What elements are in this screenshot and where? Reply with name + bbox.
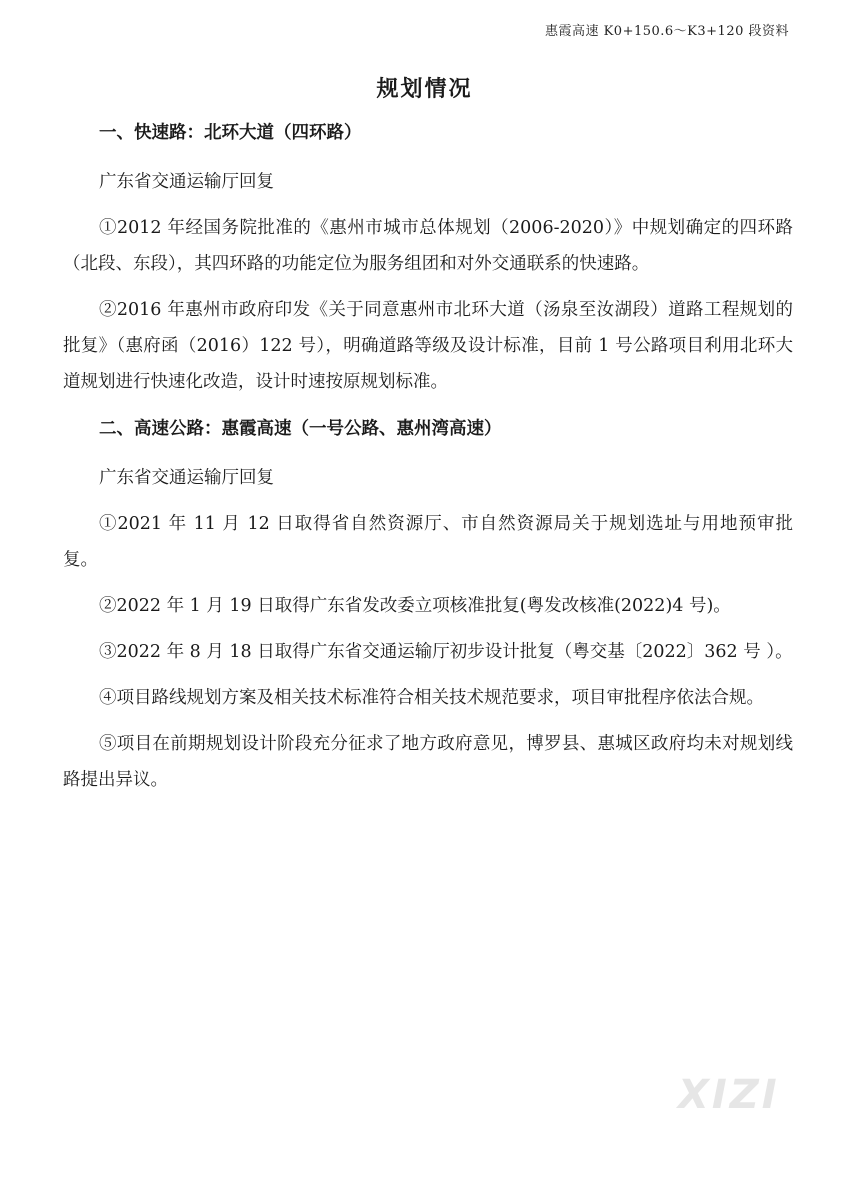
section-1-paragraph-1: ①2012 年经国务院批准的《惠州市城市总体规划（2006-2020）》中规划确定的四环路（北段、东段），其四环路的功能定位为服务组团和对外交通联系的快速路。: [63, 218, 793, 274]
section-2-paragraph-1: ①2021 年 11 月 12 日取得省自然资源厅、市自然资源局关于规划选址与用地预审批复。: [63, 514, 793, 570]
section-2-heading: 二、高速公路：惠霞高速（一号公路、惠州湾高速）: [99, 419, 502, 439]
page-title: 规划情况: [376, 76, 473, 102]
section-2-paragraph-2: ②2022 年 1 月 19 日取得广东省发改委立项核准批复(粤发改核准(2022)4 号)。: [99, 596, 731, 616]
section-1-paragraph-2: ②2016 年惠州市政府印发《关于同意惠州市北环大道（汤泉至汝湖段）道路工程规划的批复》（惠府函（2016）122 号），明确道路等级及设计标准，目前 1 号公路项目利用北环大道规划进行快速化改造，设计时速按原规划标准。: [63, 300, 793, 392]
section-2-paragraph-3: ③2022 年 8 月 18 日取得广东省交通运输厅初步设计批复（粤交基〔2022〕362 号 ）。: [99, 642, 793, 662]
section-1-source: 广东省交通运输厅回复: [99, 172, 274, 192]
section-2-paragraph-4: ④项目路线规划方案及相关技术标准符合相关技术规范要求，项目审批程序依法合规。: [99, 688, 764, 708]
document-body: [63, 118, 793, 798]
section-2-source: 广东省交通运输厅回复: [99, 468, 274, 488]
section-2-paragraph-5: ⑤项目在前期规划设计阶段充分征求了地方政府意见，博罗县、惠城区政府均未对规划线路提出异议。: [63, 734, 793, 790]
watermark-logo: XIZI: [678, 1072, 780, 1118]
section-1-heading: 一、快速路：北环大道（四环路）: [99, 123, 362, 143]
document-header: 惠霞高速 K0+150.6～K3+120 段资料: [544, 24, 789, 39]
